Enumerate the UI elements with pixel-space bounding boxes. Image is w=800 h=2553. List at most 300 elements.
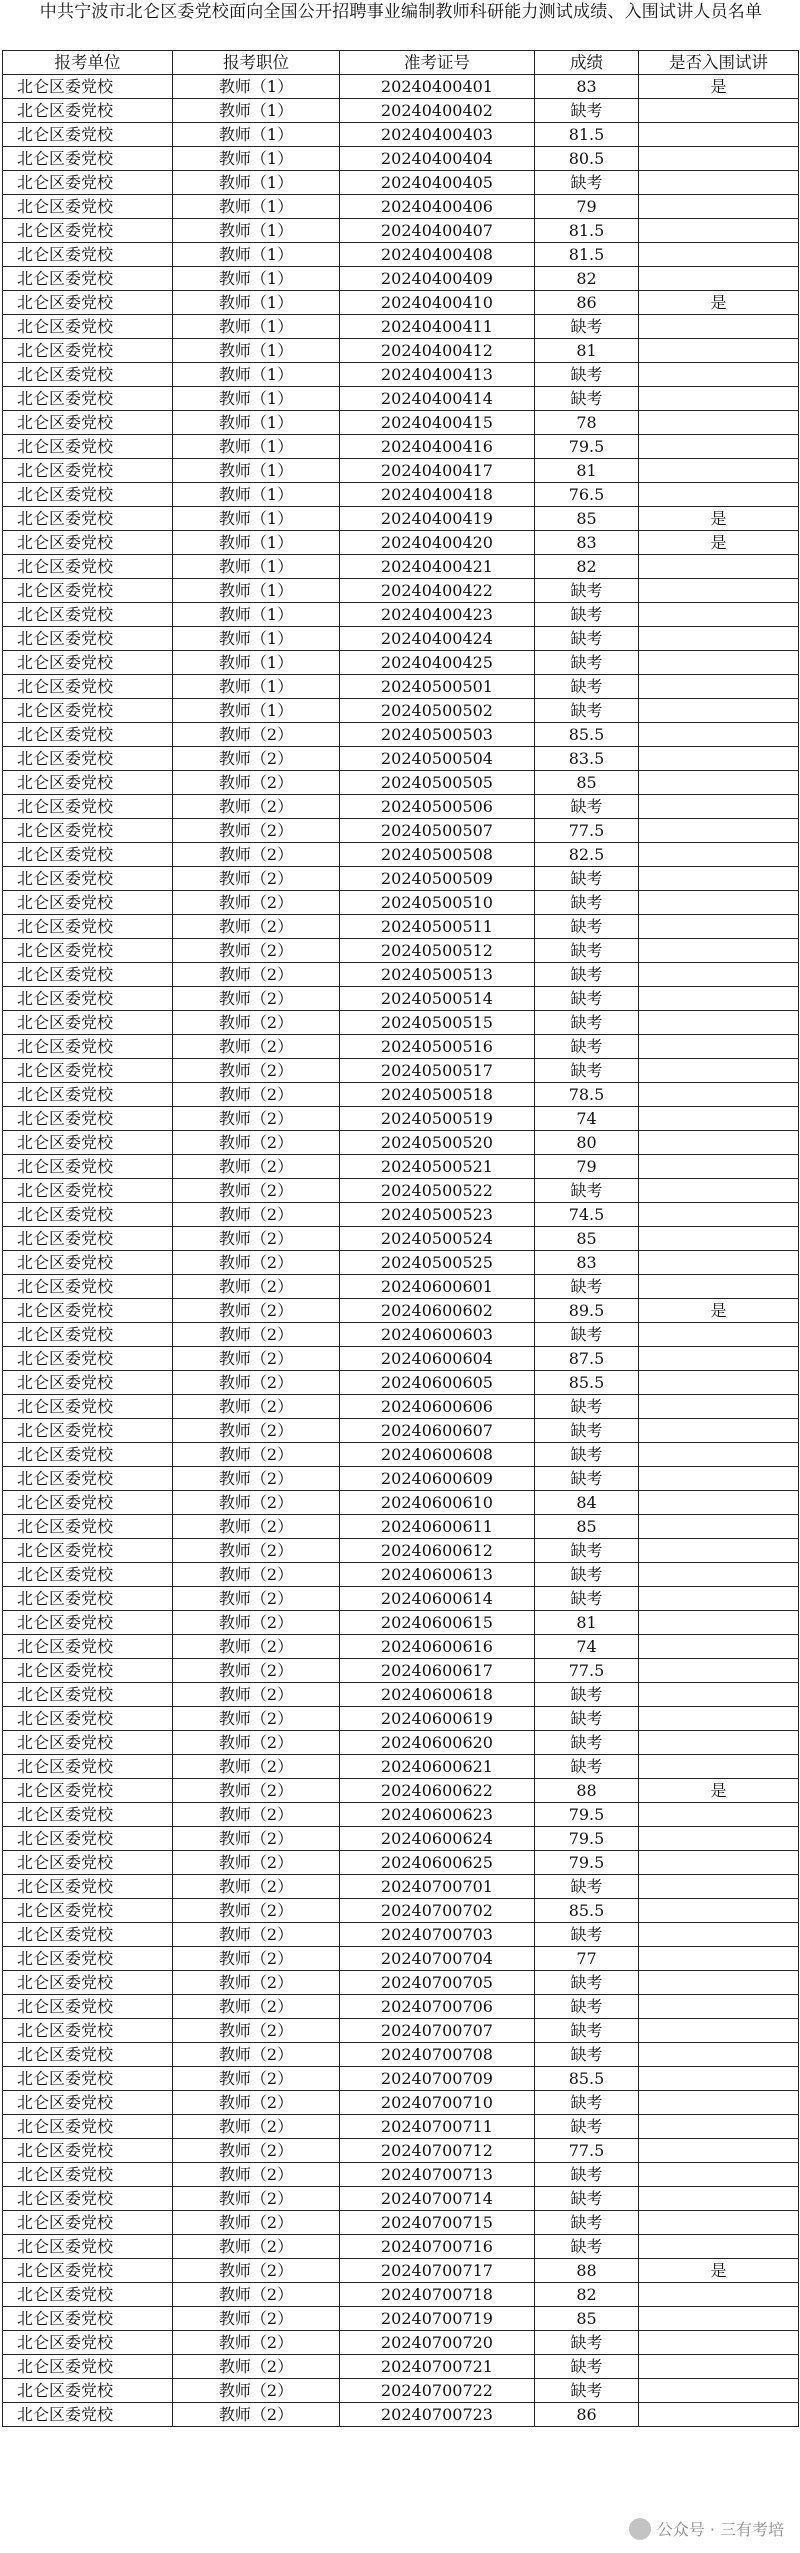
cell-shortlisted [639,1731,799,1755]
cell-score: 83 [535,1251,639,1275]
cell-ticket: 20240600613 [340,1563,535,1587]
cell-ticket: 20240400423 [340,603,535,627]
table-row [3,1179,799,1203]
cell-score: 缺考 [535,2115,639,2139]
table-row [3,603,799,627]
cell-shortlisted [639,1515,799,1539]
cell-shortlisted [639,1491,799,1515]
cell-position: 教师（2） [173,843,340,867]
table-row [3,75,799,99]
cell-position: 教师（2） [173,2259,340,2283]
cell-unit: 北仑区委党校 [3,1731,173,1755]
cell-shortlisted [639,2163,799,2187]
table-row [3,1587,799,1611]
cell-position: 教师（2） [173,1827,340,1851]
cell-score: 85 [535,1515,639,1539]
cell-score: 缺考 [535,699,639,723]
cell-shortlisted [639,2139,799,2163]
cell-shortlisted [639,1827,799,1851]
cell-shortlisted [639,1683,799,1707]
cell-position: 教师（2） [173,1491,340,1515]
cell-shortlisted [639,963,799,987]
cell-ticket: 20240700719 [340,2307,535,2331]
cell-position: 教师（1） [173,459,340,483]
cell-position: 教师（2） [173,1299,340,1323]
cell-unit: 北仑区委党校 [3,675,173,699]
cell-shortlisted [639,2019,799,2043]
cell-ticket: 20240600620 [340,1731,535,1755]
cell-shortlisted [639,555,799,579]
cell-ticket: 20240500504 [340,747,535,771]
cell-ticket: 20240600602 [340,1299,535,1323]
cell-ticket: 20240500503 [340,723,535,747]
cell-position: 教师（1） [173,219,340,243]
header-shortlisted: 是否入围试讲 [639,51,799,75]
cell-score: 79.5 [535,1803,639,1827]
cell-position: 教师（2） [173,1563,340,1587]
cell-shortlisted [639,99,799,123]
cell-shortlisted [639,1443,799,1467]
table-row [3,123,799,147]
table-row [3,1851,799,1875]
cell-shortlisted [639,1419,799,1443]
cell-ticket: 20240600625 [340,1851,535,1875]
cell-position: 教师（1） [173,699,340,723]
cell-score: 88 [535,1779,639,1803]
cell-position: 教师（1） [173,675,340,699]
cell-score: 85.5 [535,2067,639,2091]
cell-ticket: 20240400412 [340,339,535,363]
cell-unit: 北仑区委党校 [3,603,173,627]
cell-position: 教师（2） [173,771,340,795]
table-header-row [3,51,799,75]
cell-shortlisted [639,723,799,747]
cell-unit: 北仑区委党校 [3,771,173,795]
table-row [3,363,799,387]
cell-position: 教师（2） [173,987,340,1011]
cell-shortlisted [639,579,799,603]
cell-score: 77.5 [535,2139,639,2163]
cell-unit: 北仑区委党校 [3,1131,173,1155]
cell-position: 教师（2） [173,1059,340,1083]
table-row [3,2283,799,2307]
table-row [3,483,799,507]
cell-shortlisted [639,1923,799,1947]
cell-unit: 北仑区委党校 [3,651,173,675]
cell-shortlisted [639,1467,799,1491]
table-row [3,1755,799,1779]
cell-score: 缺考 [535,603,639,627]
results-table [2,50,799,2427]
table-row [3,2379,799,2403]
cell-shortlisted [639,339,799,363]
cell-unit: 北仑区委党校 [3,243,173,267]
cell-shortlisted [639,1995,799,2019]
cell-unit: 北仑区委党校 [3,1779,173,1803]
cell-score: 80 [535,1131,639,1155]
table-row [3,795,799,819]
cell-score: 缺考 [535,675,639,699]
cell-ticket: 20240400419 [340,507,535,531]
cell-position: 教师（2） [173,1851,340,1875]
cell-position: 教师（2） [173,2283,340,2307]
cell-position: 教师（2） [173,2091,340,2115]
cell-ticket: 20240500502 [340,699,535,723]
cell-score: 缺考 [535,99,639,123]
cell-shortlisted [639,1707,799,1731]
cell-unit: 北仑区委党校 [3,1107,173,1131]
cell-ticket: 20240600610 [340,1491,535,1515]
cell-shortlisted [639,387,799,411]
cell-ticket: 20240500518 [340,1083,535,1107]
cell-unit: 北仑区委党校 [3,1155,173,1179]
cell-position: 教师（1） [173,291,340,315]
cell-shortlisted [639,1059,799,1083]
cell-position: 教师（2） [173,819,340,843]
cell-score: 缺考 [535,1275,639,1299]
cell-position: 教师（2） [173,1923,340,1947]
cell-score: 缺考 [535,1443,639,1467]
cell-position: 教师（1） [173,171,340,195]
table-row [3,1443,799,1467]
cell-score: 缺考 [535,1995,639,2019]
cell-position: 教师（1） [173,123,340,147]
cell-score: 82.5 [535,843,639,867]
table-row [3,2139,799,2163]
cell-ticket: 20240700723 [340,2403,535,2427]
table-row [3,651,799,675]
cell-score: 81 [535,459,639,483]
table-row [3,1203,799,1227]
cell-score: 缺考 [535,1563,639,1587]
cell-ticket: 20240600616 [340,1635,535,1659]
cell-unit: 北仑区委党校 [3,363,173,387]
cell-ticket: 20240500506 [340,795,535,819]
table-row [3,1971,799,1995]
cell-position: 教师（2） [173,2163,340,2187]
cell-unit: 北仑区委党校 [3,411,173,435]
cell-ticket: 20240500508 [340,843,535,867]
cell-ticket: 20240700711 [340,2115,535,2139]
table-row [3,1995,799,2019]
table-row [3,1899,799,1923]
cell-shortlisted [639,1083,799,1107]
cell-position: 教师（1） [173,99,340,123]
table-row [3,867,799,891]
cell-shortlisted [639,2235,799,2259]
cell-shortlisted: 是 [639,1779,799,1803]
table-row [3,579,799,603]
table-row [3,171,799,195]
cell-position: 教师（2） [173,1515,340,1539]
cell-position: 教师（2） [173,2187,340,2211]
table-row [3,1827,799,1851]
cell-position: 教师（2） [173,723,340,747]
table-row [3,1035,799,1059]
cell-shortlisted [639,1851,799,1875]
table-row [3,2307,799,2331]
cell-unit: 北仑区委党校 [3,1611,173,1635]
cell-shortlisted [639,1635,799,1659]
cell-shortlisted [639,1587,799,1611]
cell-position: 教师（2） [173,915,340,939]
cell-ticket: 20240700721 [340,2355,535,2379]
cell-unit: 北仑区委党校 [3,1755,173,1779]
cell-score: 77 [535,1947,639,1971]
table-row [3,555,799,579]
cell-score: 缺考 [535,363,639,387]
cell-unit: 北仑区委党校 [3,1827,173,1851]
cell-unit: 北仑区委党校 [3,1875,173,1899]
cell-ticket: 20240700717 [340,2259,535,2283]
cell-unit: 北仑区委党校 [3,1683,173,1707]
cell-score: 78 [535,411,639,435]
cell-ticket: 20240500520 [340,1131,535,1155]
cell-position: 教师（2） [173,1755,340,1779]
cell-ticket: 20240600615 [340,1611,535,1635]
cell-ticket: 20240700701 [340,1875,535,1899]
header-unit: 报考单位 [3,51,173,75]
cell-ticket: 20240500513 [340,963,535,987]
cell-shortlisted [639,2379,799,2403]
cell-ticket: 20240500512 [340,939,535,963]
cell-ticket: 20240600624 [340,1827,535,1851]
cell-shortlisted [639,1971,799,1995]
cell-unit: 北仑区委党校 [3,1635,173,1659]
cell-ticket: 20240600611 [340,1515,535,1539]
cell-unit: 北仑区委党校 [3,315,173,339]
cell-position: 教师（2） [173,1251,340,1275]
cell-unit: 北仑区委党校 [3,435,173,459]
cell-unit: 北仑区委党校 [3,795,173,819]
cell-ticket: 20240500511 [340,915,535,939]
table-body [3,75,799,2427]
table-row [3,1347,799,1371]
cell-unit: 北仑区委党校 [3,1923,173,1947]
cell-score: 缺考 [535,1923,639,1947]
cell-shortlisted [639,219,799,243]
cell-position: 教师（2） [173,1179,340,1203]
cell-shortlisted: 是 [639,1299,799,1323]
cell-unit: 北仑区委党校 [3,867,173,891]
cell-ticket: 20240700702 [340,1899,535,1923]
cell-shortlisted [639,1323,799,1347]
cell-ticket: 20240600619 [340,1707,535,1731]
cell-score: 缺考 [535,1059,639,1083]
cell-score: 缺考 [535,1395,639,1419]
cell-unit: 北仑区委党校 [3,99,173,123]
cell-position: 教师（2） [173,2019,340,2043]
cell-ticket: 20240700703 [340,1923,535,1947]
cell-ticket: 20240500501 [340,675,535,699]
table-row [3,1923,799,1947]
cell-ticket: 20240400415 [340,411,535,435]
cell-position: 教师（2） [173,2235,340,2259]
cell-unit: 北仑区委党校 [3,1323,173,1347]
cell-unit: 北仑区委党校 [3,387,173,411]
cell-shortlisted [639,123,799,147]
cell-shortlisted [639,1875,799,1899]
cell-shortlisted [639,2187,799,2211]
cell-score: 82 [535,267,639,291]
cell-ticket: 20240700706 [340,1995,535,2019]
cell-ticket: 20240700713 [340,2163,535,2187]
cell-position: 教师（2） [173,747,340,771]
cell-shortlisted [639,2067,799,2091]
cell-shortlisted [639,2403,799,2427]
cell-shortlisted [639,1275,799,1299]
cell-score: 81.5 [535,123,639,147]
table-row [3,819,799,843]
table-row [3,99,799,123]
cell-ticket: 20240600614 [340,1587,535,1611]
cell-score: 缺考 [535,1707,639,1731]
cell-unit: 北仑区委党校 [3,2259,173,2283]
table-row [3,1947,799,1971]
cell-ticket: 20240700716 [340,2235,535,2259]
cell-unit: 北仑区委党校 [3,723,173,747]
cell-unit: 北仑区委党校 [3,1179,173,1203]
cell-unit: 北仑区委党校 [3,1851,173,1875]
cell-position: 教师（1） [173,339,340,363]
cell-score: 缺考 [535,939,639,963]
cell-shortlisted [639,1659,799,1683]
cell-score: 79.5 [535,1827,639,1851]
cell-ticket: 20240700708 [340,2043,535,2067]
cell-shortlisted [639,243,799,267]
cell-unit: 北仑区委党校 [3,1563,173,1587]
cell-shortlisted [639,2283,799,2307]
cell-ticket: 20240400405 [340,171,535,195]
cell-score: 缺考 [535,987,639,1011]
cell-unit: 北仑区委党校 [3,195,173,219]
cell-score: 缺考 [535,1755,639,1779]
cell-score: 缺考 [535,651,639,675]
cell-score: 74 [535,1107,639,1131]
cell-score: 缺考 [535,1587,639,1611]
cell-score: 缺考 [535,1875,639,1899]
cell-score: 84 [535,1491,639,1515]
cell-score: 缺考 [535,1731,639,1755]
cell-shortlisted [639,2115,799,2139]
cell-ticket: 20240500507 [340,819,535,843]
cell-score: 76.5 [535,483,639,507]
cell-unit: 北仑区委党校 [3,1587,173,1611]
cell-unit: 北仑区委党校 [3,1347,173,1371]
cell-shortlisted [639,1107,799,1131]
cell-score: 85 [535,507,639,531]
cell-position: 教师（1） [173,411,340,435]
cell-unit: 北仑区委党校 [3,2235,173,2259]
table-row [3,2163,799,2187]
cell-position: 教师（2） [173,1587,340,1611]
cell-score: 缺考 [535,627,639,651]
cell-shortlisted [639,699,799,723]
cell-shortlisted: 是 [639,291,799,315]
table-row [3,219,799,243]
table-row [3,2355,799,2379]
cell-position: 教师（2） [173,1707,340,1731]
cell-unit: 北仑区委党校 [3,291,173,315]
table-row [3,1395,799,1419]
cell-shortlisted [639,1803,799,1827]
cell-shortlisted [639,147,799,171]
cell-unit: 北仑区委党校 [3,459,173,483]
cell-ticket: 20240500509 [340,867,535,891]
cell-score: 缺考 [535,963,639,987]
page-title: 中共宁波市北仑区委党校面向全国公开招聘事业编制教师科研能力测试成绩、入围试讲人员名单 [39,2,763,22]
table-row [3,1875,799,1899]
cell-unit: 北仑区委党校 [3,123,173,147]
table-row [3,1059,799,1083]
cell-unit: 北仑区委党校 [3,2019,173,2043]
cell-position: 教师（2） [173,1875,340,1899]
cell-ticket: 20240400422 [340,579,535,603]
cell-position: 教师（1） [173,267,340,291]
cell-ticket: 20240600606 [340,1395,535,1419]
cell-ticket: 20240400410 [340,291,535,315]
cell-unit: 北仑区委党校 [3,699,173,723]
cell-score: 缺考 [535,2331,639,2355]
table-row [3,1803,799,1827]
table-row [3,1683,799,1707]
cell-unit: 北仑区委党校 [3,75,173,99]
table-row [3,987,799,1011]
cell-unit: 北仑区委党校 [3,747,173,771]
cell-shortlisted [639,171,799,195]
cell-score: 缺考 [535,2379,639,2403]
cell-position: 教师（2） [173,2211,340,2235]
cell-ticket: 20240400401 [340,75,535,99]
cell-ticket: 20240400414 [340,387,535,411]
cell-unit: 北仑区委党校 [3,819,173,843]
table-row [3,1011,799,1035]
cell-shortlisted [639,2331,799,2355]
cell-shortlisted [639,267,799,291]
cell-unit: 北仑区委党校 [3,2307,173,2331]
cell-position: 教师（2） [173,795,340,819]
cell-unit: 北仑区委党校 [3,1803,173,1827]
cell-unit: 北仑区委党校 [3,1011,173,1035]
cell-position: 教师（2） [173,1275,340,1299]
cell-shortlisted [639,195,799,219]
cell-score: 82 [535,2283,639,2307]
cell-ticket: 20240400407 [340,219,535,243]
cell-position: 教师（2） [173,1347,340,1371]
table-row [3,2403,799,2427]
cell-ticket: 20240700720 [340,2331,535,2355]
cell-position: 教师（2） [173,1947,340,1971]
cell-unit: 北仑区委党校 [3,915,173,939]
cell-score: 缺考 [535,1971,639,1995]
table-row [3,2331,799,2355]
cell-unit: 北仑区委党校 [3,483,173,507]
cell-shortlisted: 是 [639,531,799,555]
cell-score: 83 [535,75,639,99]
cell-position: 教师（1） [173,243,340,267]
table-row [3,2259,799,2283]
cell-position: 教师（2） [173,1803,340,1827]
cell-position: 教师（1） [173,627,340,651]
cell-ticket: 20240400408 [340,243,535,267]
cell-ticket: 20240400420 [340,531,535,555]
table-row [3,1491,799,1515]
cell-score: 缺考 [535,1539,639,1563]
cell-unit: 北仑区委党校 [3,555,173,579]
cell-shortlisted [639,651,799,675]
table-row [3,1371,799,1395]
cell-shortlisted [639,411,799,435]
